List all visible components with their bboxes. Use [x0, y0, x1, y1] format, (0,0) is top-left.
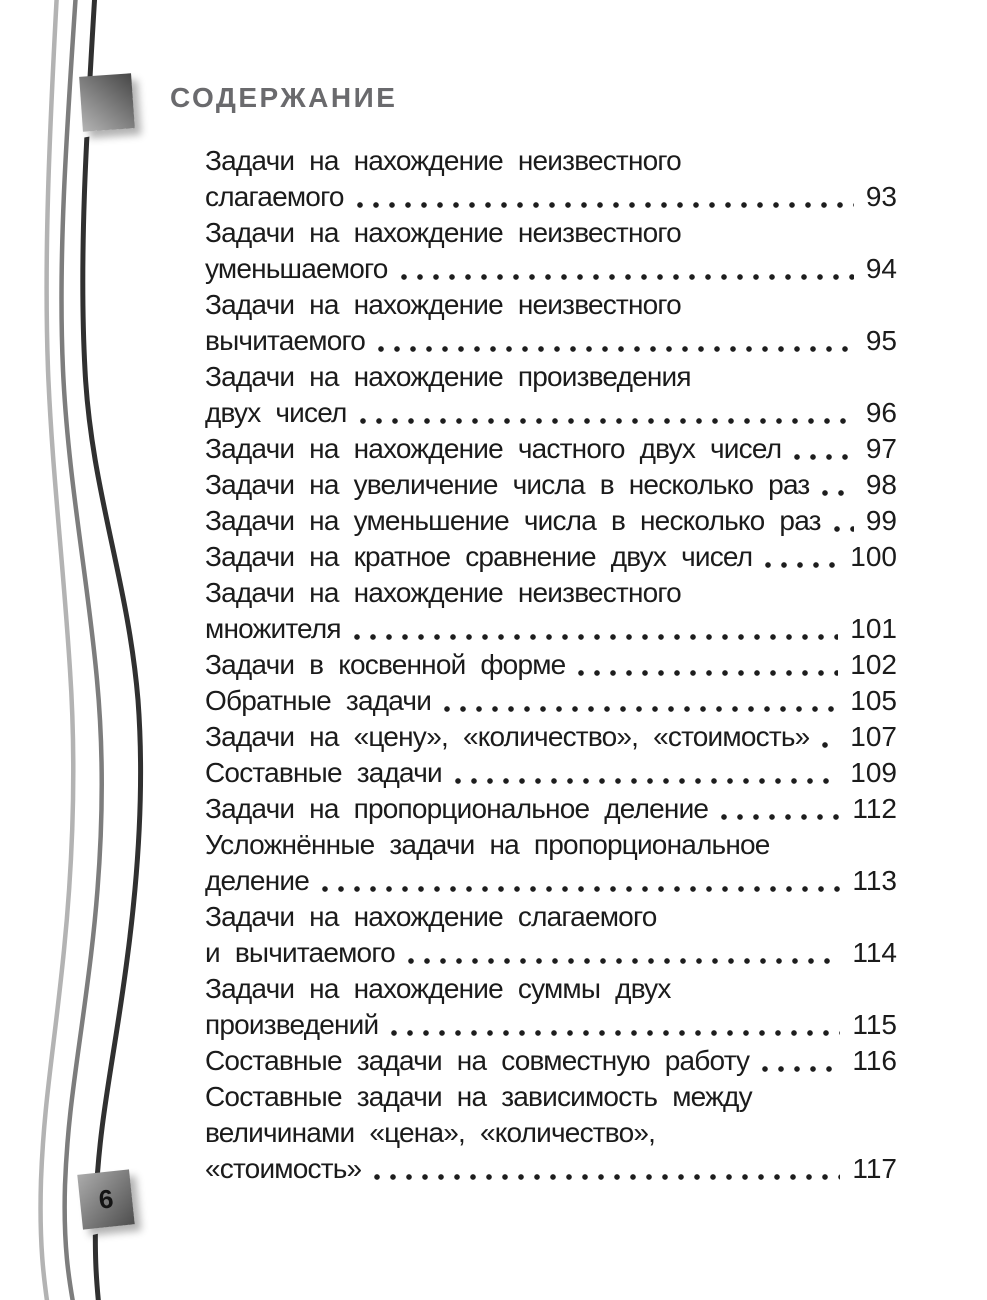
toc-line: [205, 539, 897, 575]
toc-line: [205, 971, 897, 1007]
toc-entry-text: Составные задачи на совместную работу: [205, 1045, 750, 1076]
toc-line: [205, 575, 897, 611]
toc-line: [205, 863, 897, 899]
toc-page-number: 98: [865, 469, 897, 500]
toc-page-number: 95: [865, 325, 897, 356]
toc-line: [205, 647, 897, 683]
toc-page-number: 102: [850, 649, 897, 680]
dot-leader: [450, 755, 838, 791]
toc-entry-text: слагаемого: [205, 181, 344, 212]
toc-page-number: 96: [865, 397, 897, 428]
toc-entry-text: «стоимость»: [205, 1153, 362, 1184]
dot-leader: [396, 251, 854, 287]
toc-page-number: 94: [865, 253, 897, 284]
title-accent-square: [81, 75, 133, 130]
toc-page-number: 105: [850, 685, 897, 716]
dot-leader: [373, 323, 854, 359]
toc-entry-text: множителя: [205, 613, 341, 644]
page-title: СОДЕРЖАНИЕ: [170, 82, 398, 113]
page-number-badge: [80, 1172, 132, 1227]
toc-page-number: 109: [850, 757, 897, 788]
dot-leader: [573, 647, 838, 683]
toc-page-number: 107: [850, 721, 897, 752]
toc-entry-text: Задачи на уменьшение числа в несколько раз: [205, 505, 821, 536]
toc-entry-text: уменьшаемого: [205, 253, 388, 284]
toc-line: [205, 323, 897, 359]
toc-entry-text: деление: [205, 865, 309, 896]
toc-line: [205, 899, 897, 935]
toc-page-number: 100: [850, 541, 897, 572]
dot-leader: [716, 791, 840, 827]
toc-page-number: 114: [852, 937, 897, 968]
toc-line: [205, 791, 897, 827]
dot-leader: [439, 683, 838, 719]
toc-line: [205, 467, 897, 503]
toc-entry-text: двух чисел: [205, 397, 347, 428]
toc-entry-text: произведений: [205, 1009, 379, 1040]
dot-leader: [760, 539, 838, 575]
toc-line: [205, 611, 897, 647]
toc-entry-text: вычитаемого: [205, 325, 366, 356]
toc-entry-text: Задачи на нахождение произведения: [205, 361, 691, 392]
toc-page-number: 116: [852, 1045, 897, 1076]
toc-line: [205, 179, 897, 215]
dot-leader: [757, 1043, 840, 1079]
toc-entry-text: Усложнённые задачи на пропорциональное: [205, 829, 770, 860]
page-number: 6: [97, 1183, 115, 1215]
toc-entry-text: Задачи на нахождение частного двух чисел: [205, 433, 782, 464]
toc-entry-text: и вычитаемого: [205, 937, 395, 968]
toc-entry-text: Обратные задачи: [205, 685, 432, 716]
toc-entry-text: Задачи на нахождение неизвестного: [205, 289, 681, 320]
dot-leader: [789, 431, 854, 467]
toc-page-number: 101: [850, 613, 897, 644]
toc-line: [205, 683, 897, 719]
toc-line: [205, 1151, 897, 1187]
toc-line: [205, 719, 897, 755]
toc-line: [205, 755, 897, 791]
toc-line: [205, 827, 897, 863]
toc-page-number: 115: [852, 1009, 897, 1040]
toc-line: [205, 1043, 897, 1079]
toc-entry-text: Задачи на кратное сравнение двух чисел: [205, 541, 753, 572]
toc-entry-text: Составные задачи: [205, 757, 442, 788]
dot-leader: [386, 1007, 840, 1043]
toc-entry-text: величинами «цена», «количество»,: [205, 1117, 656, 1148]
toc-line: [205, 1079, 897, 1115]
toc-line: [205, 1115, 897, 1151]
toc-entry-text: Задачи на нахождение неизвестного: [205, 145, 681, 176]
toc-page-number: 117: [852, 1153, 897, 1184]
dot-leader: [829, 503, 854, 539]
badge-face: [77, 1169, 134, 1229]
wave-line-dark: [83, 0, 141, 1300]
toc-line: [205, 251, 897, 287]
toc-line: [205, 503, 897, 539]
dot-leader: [817, 467, 853, 503]
toc-entry-text: Задачи на нахождение неизвестного: [205, 217, 681, 248]
dot-leader: [817, 719, 838, 755]
toc-page-number: 112: [852, 793, 897, 824]
wave-line-light: [41, 0, 74, 1300]
toc-page-number: 99: [865, 505, 897, 536]
toc-line: [205, 431, 897, 467]
dot-leader: [352, 179, 854, 215]
toc-entry-text: Задачи на «цену», «количество», «стоимость»: [205, 721, 810, 752]
toc-entry-text: Задачи на увеличение числа в несколько раз: [205, 469, 810, 500]
toc-entry-text: Задачи на нахождение суммы двух: [205, 973, 671, 1004]
dot-leader: [317, 863, 840, 899]
toc-line: [205, 359, 897, 395]
dot-leader: [349, 611, 838, 647]
toc-page-number: 93: [865, 181, 897, 212]
toc-line: [205, 143, 897, 179]
toc-line: [205, 395, 897, 431]
toc-page-number: 97: [865, 433, 897, 464]
dot-leader: [403, 935, 840, 971]
toc-line: [205, 935, 897, 971]
dot-leader: [369, 1151, 840, 1187]
toc-entry-text: Задачи на пропорциональное деление: [205, 793, 709, 824]
toc-list: [205, 143, 897, 1187]
toc-entry-text: Задачи на нахождение слагаемого: [205, 901, 657, 932]
toc-entry-text: Задачи в косвенной форме: [205, 649, 566, 680]
toc-page-number: 113: [852, 865, 897, 896]
toc-entry-text: Составные задачи на зависимость между: [205, 1081, 752, 1112]
accent-square-face: [79, 73, 135, 131]
toc-line: [205, 215, 897, 251]
toc-line: [205, 287, 897, 323]
toc-line: [205, 1007, 897, 1043]
toc-entry-text: Задачи на нахождение неизвестного: [205, 577, 681, 608]
dot-leader: [355, 395, 854, 431]
